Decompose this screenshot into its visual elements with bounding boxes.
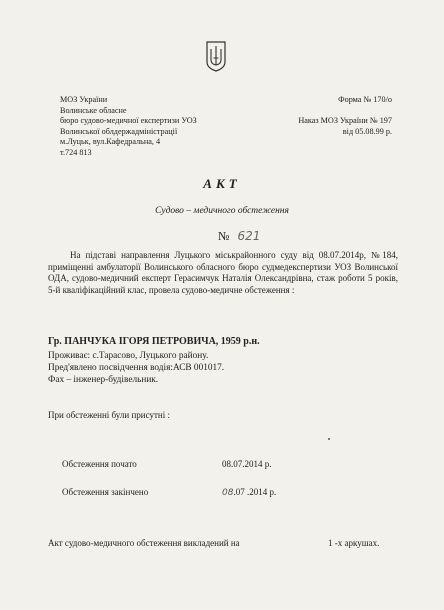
header-line: т.724 813 [60,147,92,157]
ink-dot [328,438,330,440]
order-line: Наказ МОЗ України № 197 [298,116,392,126]
document-title: АКТ [203,176,241,191]
exam-finished-label: Обстеження закінчено [62,487,149,497]
document-subtitle: Судово – медичного обстеження [155,206,289,216]
exam-started-label: Обстеження почато [62,459,137,469]
act-sheets-count: 1 -х аркушах. [328,538,380,548]
institution-header [60,95,260,159]
intro-paragraph: На підставі направлення Луцького міськрайонного суду від 08.07.2014р, №184, приміщенні амбулаторії Волинського обласного бюро судмедекспертизи УОЗ Волинської ОДА, судово-медичний експерт Герасимчук Наталія Олександрівна, стаж роботи 5 років, 5-й кваліфікаційний клас, провела судово-медичне обстеження : [48,250,398,295]
exam-finished-row [62,487,277,498]
exam-finished-day: 08 [222,488,234,498]
number-label: № [218,229,230,243]
person-document: Пред'явлено посвідчення водія:АСВ 001017. [48,363,225,373]
exam-started-row [62,459,272,469]
exam-finished-rest: .07 .2014 р. [233,487,277,497]
person-residence: Проживає: с.Тарасово, Луцького району. [48,351,209,361]
act-sheets-text: Акт судово-медичного обстеження викладений на [48,538,240,548]
act-number [218,229,260,244]
person-details [48,336,398,386]
exam-started-value: 08.07.2014 р. [222,459,272,469]
form-label: Форма № 170/о [338,95,392,104]
present-label: При обстеженні були присутні : [48,410,170,420]
header-line: м.Луцьк, вул.Кафедральна, 4 [60,137,161,147]
act-sheets-line [48,538,398,548]
order-line: від 05.08.99 р. [342,126,392,136]
header-line: Волинське обласне [60,105,127,115]
header-line: бюро судово-медичної експертизи УОЗ [60,116,197,126]
person-name: Гр. ПАНЧУКА ІГОРЯ ПЕТРОВИЧА, 1959 р.н. [48,336,260,347]
header-line: МОЗ України [60,95,108,104]
form-header [242,95,392,137]
coat-of-arms-icon [205,40,227,72]
header-line: Волинської облдержадміністрації [60,126,178,136]
exam-finished-value [222,487,276,498]
person-profession: Фах – інженер-будівельник. [48,375,159,385]
number-value: 621 [237,229,261,243]
